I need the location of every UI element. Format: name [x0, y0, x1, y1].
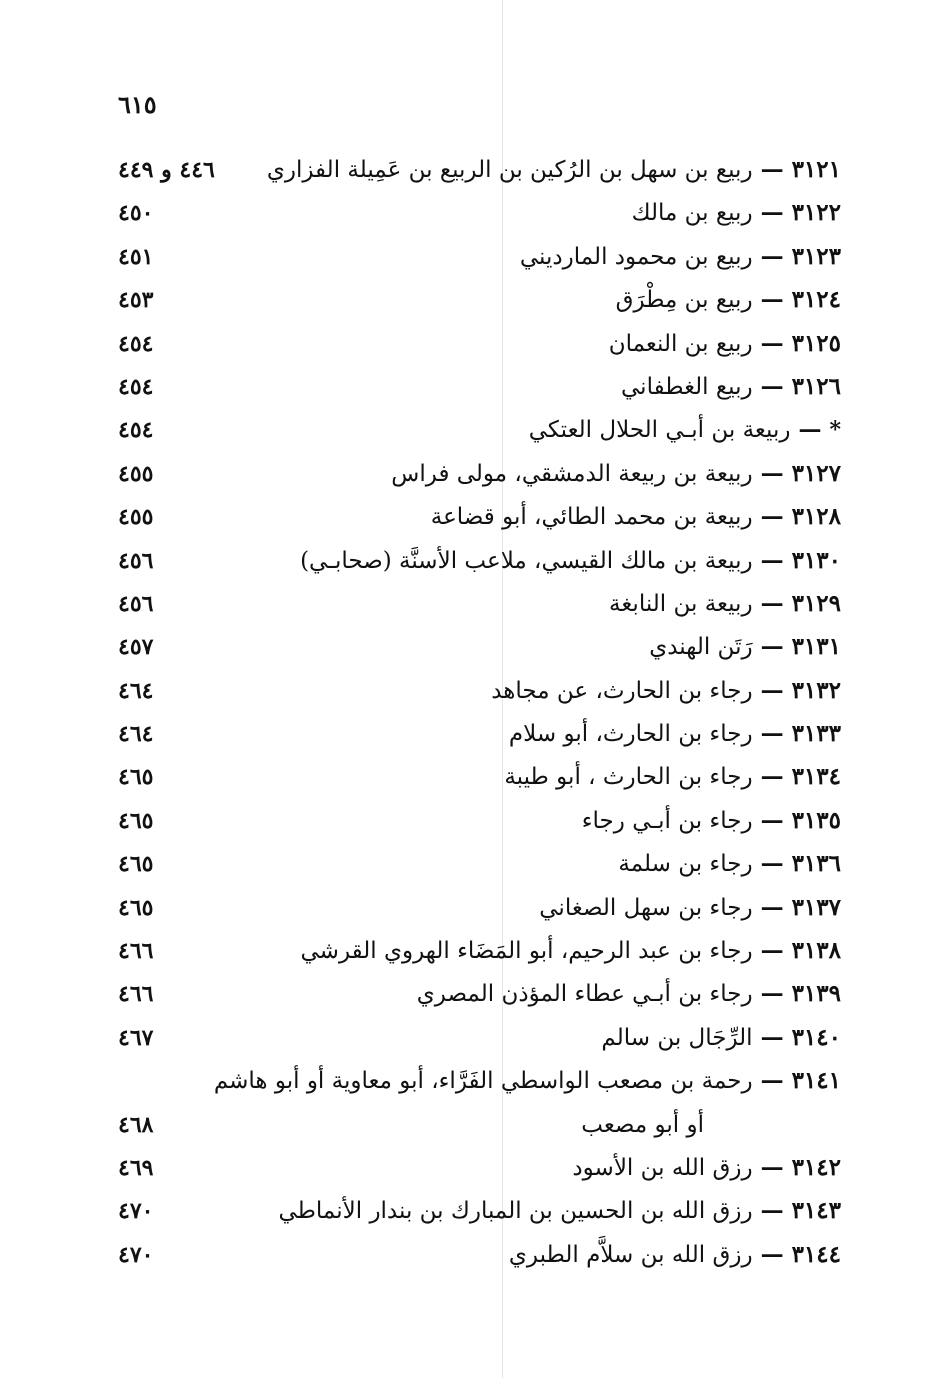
entry-dash: —	[760, 286, 784, 314]
entry-page-reference: ٤٥١	[118, 243, 154, 270]
entry-name: ربيع بن النعمان	[608, 330, 753, 357]
index-entry	[0, 280, 926, 323]
entry-dash: —	[760, 459, 784, 487]
entry-page-reference: ٤٦٤	[118, 677, 154, 704]
entry-number: ٣١٢٧	[791, 459, 841, 487]
entry-name: رزق الله بن سلاَّم الطبري	[508, 1241, 753, 1268]
entry-page-reference: ٤٦٧	[118, 1024, 154, 1051]
entry-number: ٣١٢٩	[791, 589, 841, 617]
index-entry	[0, 1018, 926, 1061]
entry-page-reference: ٤٥٦	[118, 547, 154, 574]
entry-dash: —	[760, 503, 784, 531]
entry-text	[632, 193, 841, 233]
entry-number: ٣١٣٥	[791, 806, 841, 834]
entry-number: ٣١٤٠	[791, 1023, 841, 1051]
entry-text	[491, 671, 841, 711]
entry-page-reference: ٤٦٤	[118, 721, 154, 748]
index-entry	[0, 410, 926, 453]
entry-name: رجاء بن سهل الصغاني	[539, 894, 753, 921]
entry-page-reference: ٤٥٥	[118, 460, 154, 487]
entry-number: ٣١٤١	[791, 1067, 841, 1095]
entry-name: ربيعة بن محمد الطائي، أبو قضاعة	[430, 504, 753, 531]
entry-dash: —	[760, 1067, 784, 1095]
entry-name: رجاء بن أبـي رجاء	[581, 807, 753, 834]
entry-text	[609, 324, 841, 364]
entry-page-reference: ٤٦٥	[118, 764, 154, 791]
entry-dash: —	[760, 372, 784, 400]
entry-text	[572, 1148, 841, 1188]
index-entry	[0, 757, 926, 800]
entry-text	[301, 931, 841, 971]
index-entry	[0, 454, 926, 497]
entry-number: ٣١٣٠	[791, 546, 841, 574]
entry-page-reference: ٤٦٦	[118, 981, 154, 1008]
index-entry	[0, 974, 926, 1017]
entry-number: ٣١٢١	[791, 156, 841, 183]
entry-name: الرِّجَال بن سالم	[601, 1024, 753, 1051]
index-entry	[0, 367, 926, 410]
index-entry	[0, 1191, 926, 1234]
index-entry	[0, 1235, 926, 1278]
entry-name: رزق الله بن الأسود	[572, 1154, 753, 1181]
index-entry	[0, 1148, 926, 1191]
entry-name: ربيع بن مِطْرَق	[615, 287, 753, 314]
entry-page-reference: ٤٦٥	[118, 807, 154, 834]
entry-number: ٣١٢٤	[791, 286, 841, 314]
entry-dash: —	[760, 1153, 784, 1181]
entry-text	[616, 280, 841, 320]
entry-name: رجاء بن الحارث، عن مجاهد	[491, 677, 753, 704]
entry-dash: —	[760, 1197, 784, 1225]
entry-number: ٣١٣٧	[791, 893, 841, 921]
entry-star-marker: *	[829, 417, 841, 444]
entry-text	[601, 1018, 841, 1058]
entry-text	[417, 974, 841, 1014]
entry-page-reference: ٤٦٩	[118, 1154, 154, 1181]
entry-number: ٣١٤٣	[791, 1197, 841, 1225]
entry-dash: —	[760, 676, 784, 704]
entry-dash: —	[760, 329, 784, 357]
entry-number: ٣١٢٣	[791, 242, 841, 270]
entry-page-reference: ٤٥٤	[118, 373, 154, 400]
entry-page-reference: ٤٧٠	[118, 1241, 154, 1268]
index-entry	[0, 150, 926, 193]
entry-text	[609, 584, 841, 624]
entry-text	[504, 757, 841, 797]
entry-dash: —	[760, 633, 784, 661]
entry-dash: —	[760, 1240, 784, 1268]
entry-dash: —	[760, 1023, 784, 1051]
index-entry	[0, 1061, 926, 1104]
entry-name: رَتَن الهندي	[649, 634, 753, 661]
entry-name: رجاء بن أبـي عطاء المؤذن المصري	[416, 981, 753, 1008]
entry-name: ربيع بن مالك	[631, 200, 753, 227]
page-number: ٦١٥	[118, 90, 157, 119]
entry-page-reference: ٤٦٦	[118, 938, 154, 965]
entry-dash: —	[760, 199, 784, 227]
entry-page-reference: ٤٦٥	[118, 851, 154, 878]
entry-name: أو أبو مصعب	[581, 1111, 704, 1138]
entry-page-reference: ٤٧٠	[118, 1198, 154, 1225]
entry-dash: —	[760, 980, 784, 1008]
index-entry	[0, 671, 926, 714]
entry-number: ٣١٢٨	[791, 503, 841, 531]
entry-text	[621, 367, 841, 407]
entry-text	[529, 410, 841, 450]
entry-text	[581, 1105, 704, 1145]
entry-text	[300, 541, 841, 581]
index-entry	[0, 584, 926, 627]
entry-dash: —	[760, 589, 784, 617]
entry-dash: —	[760, 850, 784, 878]
entry-number: ٣١٣١	[791, 633, 841, 661]
entry-number: ٣١٣٦	[791, 850, 841, 878]
index-entry	[0, 541, 926, 584]
entry-page-reference: ٤٥٤	[118, 417, 154, 444]
entry-text	[539, 888, 841, 928]
entry-number: ٣١٢٥	[791, 329, 841, 357]
entry-number: ٣١٢٦	[791, 372, 841, 400]
entry-name: رجاء بن الحارث، أبو سلام	[508, 721, 753, 748]
entry-name: رجاء بن الحارث ، أبو طيبة	[504, 764, 753, 791]
entry-page-reference: ٤٦٥	[118, 894, 154, 921]
entry-number: ٣١٣٢	[791, 676, 841, 704]
entry-dash: —	[760, 937, 784, 965]
entry-text	[214, 1061, 841, 1101]
entry-text	[582, 801, 841, 841]
index-entries-list	[0, 150, 926, 1278]
index-entry	[0, 627, 926, 670]
entry-name: ربيعة بن النابغة	[608, 590, 753, 617]
entry-number: ٣١٣٣	[791, 720, 841, 748]
entry-number: ٣١٤٤	[791, 1240, 841, 1268]
index-entry	[0, 931, 926, 974]
index-entry	[0, 193, 926, 236]
entry-dash: —	[760, 156, 784, 183]
entry-page-reference: ٤٥٥	[118, 504, 154, 531]
entry-name: ربيعة بن أبـي الحلال العتكي	[528, 417, 791, 444]
entry-page-reference: ٤٥٤	[118, 330, 154, 357]
entry-text	[267, 150, 841, 190]
entry-number: ٣١٤٢	[791, 1153, 841, 1181]
index-entry	[0, 714, 926, 757]
entry-text	[649, 627, 841, 667]
entry-page-reference: ٤٥٠	[118, 200, 154, 227]
entry-text	[520, 237, 841, 277]
entry-page-reference: ٤٥٦	[118, 590, 154, 617]
entry-number: ٣١٣٤	[791, 763, 841, 791]
entry-page-reference: ٤٤٦ و ٤٤٩	[118, 157, 215, 183]
index-entry	[0, 844, 926, 887]
entry-name: ربيع بن محمود المارديني	[519, 243, 753, 270]
entry-text	[509, 714, 841, 754]
entry-name: رزق الله بن الحسين بن المبارك بن بندار الأنماطي	[278, 1198, 753, 1225]
entry-dash: —	[760, 720, 784, 748]
entry-name: ربيعة بن ربيعة الدمشقي، مولى فراس	[391, 460, 753, 487]
entry-dash: —	[760, 806, 784, 834]
entry-name: رجاء بن عبد الرحيم، أبو المَضَاء الهروي القرشي	[300, 938, 753, 965]
entry-dash: —	[760, 763, 784, 791]
entry-page-reference: ٤٥٣	[118, 287, 154, 314]
entry-name: ربيع الغطفاني	[621, 373, 753, 400]
entry-name: ربيعة بن مالك القيسي، ملاعب الأسنَّة (صحابـي)	[300, 547, 753, 574]
index-entry	[0, 888, 926, 931]
entry-name: ربيع بن سهل بن الرُكين بن الربيع بن عَمِيلة الفزاري	[266, 157, 753, 183]
entry-name: رحمة بن مصعب الواسطي الفَرَّاء، أبو معاوية أو أبو هاشم	[213, 1068, 753, 1095]
entry-page-reference: ٤٦٨	[118, 1111, 154, 1138]
index-entry-continuation	[0, 1105, 926, 1148]
entry-number: ٣١٣٨	[791, 937, 841, 965]
entry-text	[431, 497, 841, 537]
entry-dash: —	[760, 893, 784, 921]
entry-text	[618, 844, 841, 884]
entry-dash: —	[760, 242, 784, 270]
entry-dash: —	[798, 416, 822, 444]
entry-text	[278, 1191, 841, 1231]
index-entry	[0, 497, 926, 540]
index-entry	[0, 237, 926, 280]
entry-text	[391, 454, 841, 494]
entry-name: رجاء بن سلمة	[618, 851, 753, 878]
entry-number: ٣١٣٩	[791, 980, 841, 1008]
entry-page-reference: ٤٥٧	[118, 634, 154, 661]
index-entry	[0, 801, 926, 844]
index-entry	[0, 324, 926, 367]
entry-text	[509, 1235, 841, 1275]
entry-dash: —	[760, 546, 784, 574]
entry-number: ٣١٢٢	[791, 199, 841, 227]
